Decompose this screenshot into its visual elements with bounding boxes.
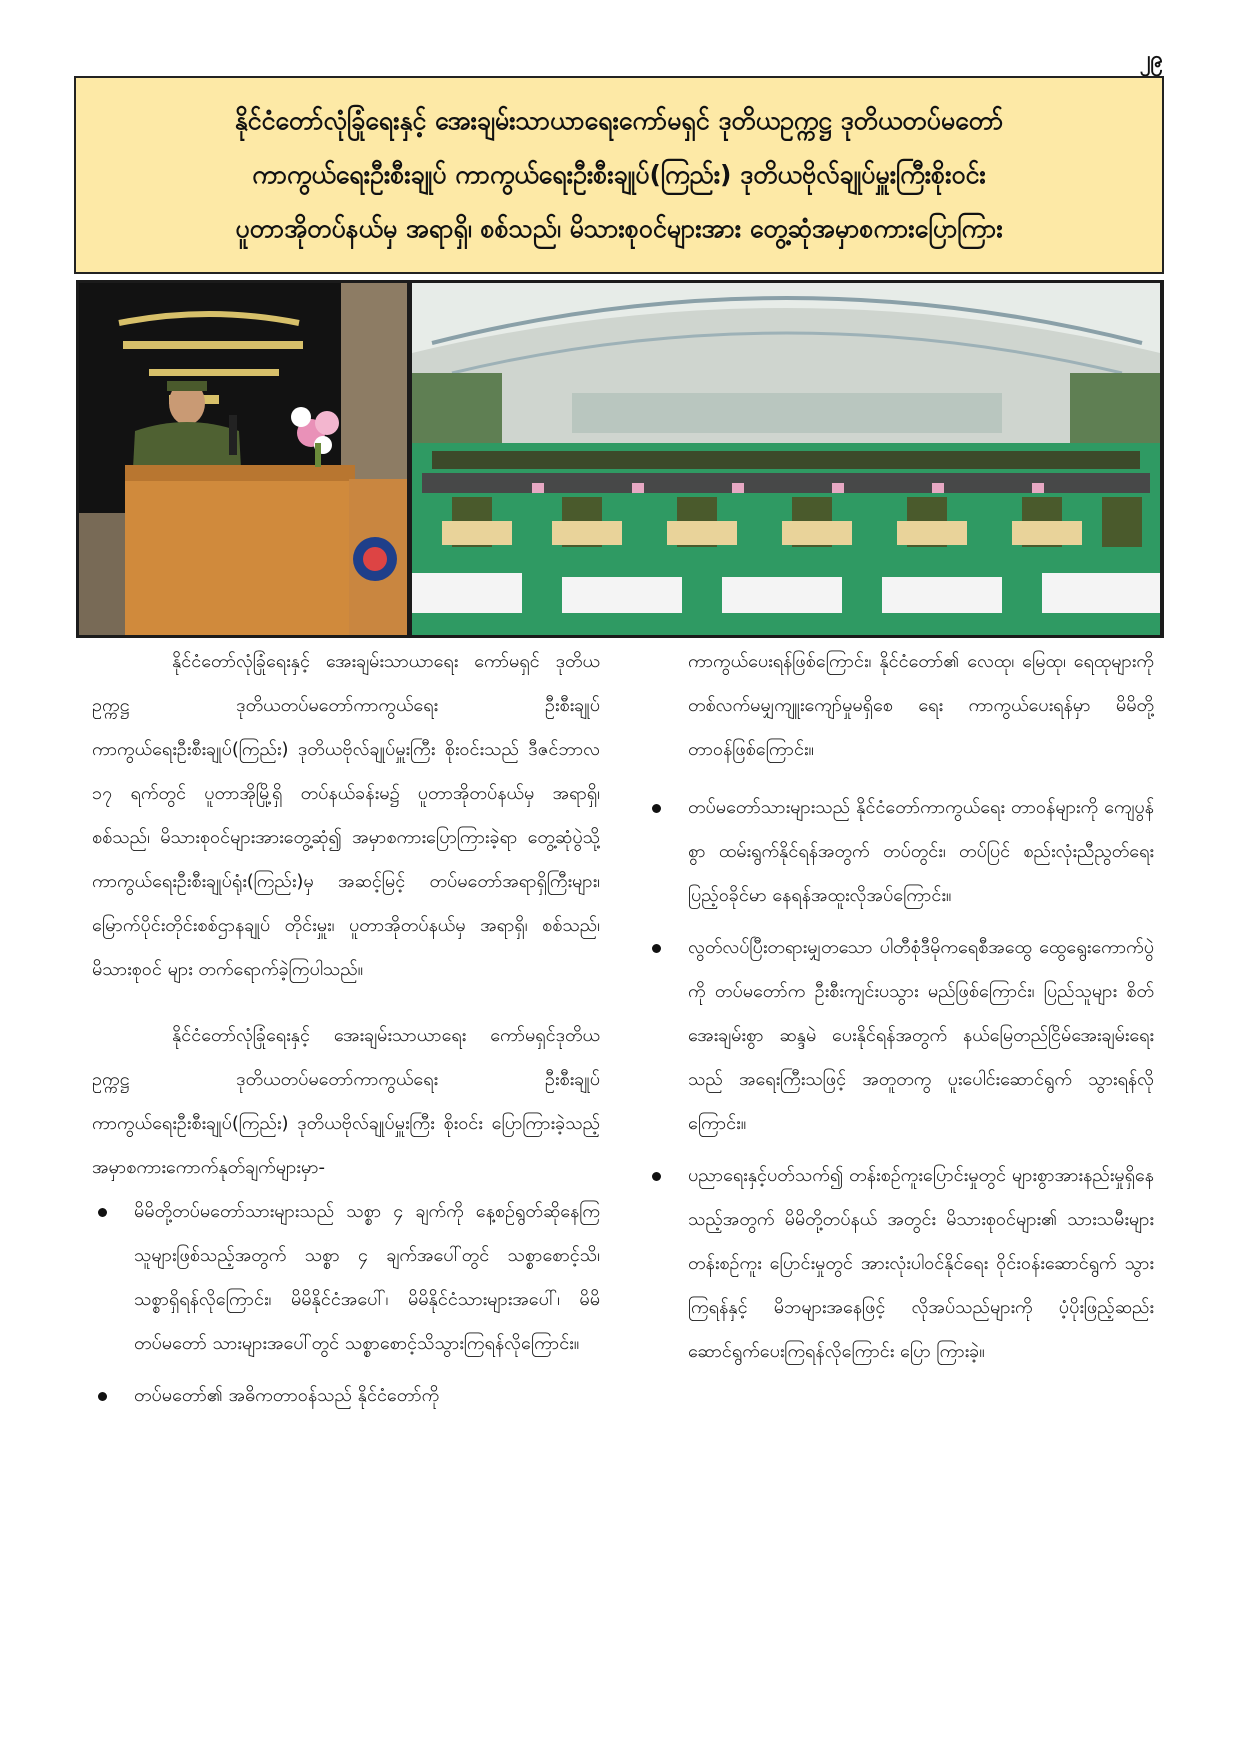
article-body: [92, 640, 1154, 1426]
headline-box: [74, 76, 1164, 274]
speech-intro-paragraph: နိုင်ငံတော်လုံခြုံရေးနှင့် အေးချမ်းသာယာရေး ကော်မရှင်ဒုတိယဥက္ကဋ္ဌ ဒုတိယတပ်မတော်ကာကွယ်ရေး ဦးစီးချုပ် ကာကွယ်ရေးဦးစီးချုပ်(ကြည်း) ဒုတိယဗိုလ်ချုပ်မှူးကြီး စိုးဝင်း ပြောကြားခဲ့သည့် အမှာစကားကောက်နုတ်ချက်များမှာ-: [92, 1025, 600, 1178]
assembly-hall-photo: [412, 283, 1161, 635]
intro-paragraph: နိုင်ငံတော်လုံခြုံရေးနှင့် အေးချမ်းသာယာရေး ကော်မရှင် ဒုတိယဥက္ကဋ္ဌ ဒုတိယတပ်မတော်ကာကွယ်ရေး ဦးစီးချုပ် ကာကွယ်ရေးဦးစီးချုပ်(ကြည်း) ဒုတိယဗိုလ်ချုပ်မှူးကြီး စိုးဝင်းသည် ဒီဇင်ဘာလ ၁၇ ရက်တွင် ပူတာအိုမြို့ရှိ တပ်နယ်ခန်းမ၌ ပူတာအိုတပ်နယ်မှ အရာရှိ၊ စစ်သည်၊ မိသားစုဝင်များအားတွေ့ဆုံ၍ အမှာစကားပြောကြားခဲ့ရာ တွေ့ဆုံပွဲသို့ ကာကွယ်ရေးဦးစီးချုပ်ရုံး(ကြည်း)မှ အဆင့်မြင့် တပ်မတော်အရာရှိကြီးများ၊ မြောက်ပိုင်းတိုင်းစစ်ဌာနချုပ် တိုင်းမှူး၊ ပူတာအိုတပ်နယ်မှ အရာရှိ၊ စစ်သည်၊ မိသားစုဝင် များ တက်ရောက်ခဲ့ကြပါသည်။: [92, 651, 600, 980]
assembly-hall-illustration: [412, 283, 1160, 635]
speaker-photo-illustration: [79, 283, 407, 635]
left-bullet-list: [92, 1190, 600, 1418]
list-item: လွတ်လပ်ပြီးတရားမျှတသော ပါတီစုံဒီမိုကရေစီအထွေ ထွေရွေးကောက်ပွဲကို တပ်မတော်က ဦးစီးကျင်းပသွား မည်ဖြစ်ကြောင်း၊ ပြည်သူများ စိတ်အေးချမ်းစွာ ဆန္ဒမဲ ပေးနိုင်ရန်အတွက် နယ်မြေတည်ငြိမ်အေးချမ်းရေးသည် အရေးကြီးသဖြင့် အတူတကွ ပူးပေါင်းဆောင်ရွက် သွားရန်လိုကြောင်း။: [646, 926, 1154, 1146]
speaker-photo: [79, 283, 407, 635]
list-item: ပညာရေးနှင့်ပတ်သက်၍ တန်းစဉ်ကူးပြောင်းမှုတွင် များစွာအားနည်းမှုရှိနေသည့်အတွက် မိမိတို့တပ်နယ် အတွင်း မိသားစုဝင်များ၏ သားသမီးများ တန်းစဉ်ကူး ပြောင်းမှုတွင် အားလုံးပါဝင်နိုင်ရေး ဝိုင်းဝန်းဆောင်ရွက် သွားကြရန်နှင့် မိဘများအနေဖြင့် လိုအပ်သည်များကို ပံ့ပိုးဖြည့်ဆည်းဆောင်ရွက်ပေးကြရန်လိုကြောင်း ပြော ကြားခဲ့။: [646, 1154, 1154, 1374]
list-item: မိမိတို့တပ်မတော်သားများသည် သစ္စာ ၄ ချက်ကို နေ့စဉ်ရွတ်ဆိုနေကြသူများဖြစ်သည့်အတွက် သစ္စာ ၄ ချက်အပေါ်တွင် သစ္စာစောင့်သိ၊ သစ္စာရှိရန်လိုကြောင်း၊ မိမိနိုင်ငံအပေါ်၊ မိမိနိုင်ငံသားများအပေါ်၊ မိမိတပ်မတော် သားများအပေါ်တွင် သစ္စာစောင့်သိသွားကြရန်လိုကြောင်း။: [92, 1190, 600, 1366]
right-bullet-list: [646, 786, 1154, 1374]
photo-strip: [76, 280, 1164, 638]
right-column: [646, 640, 1154, 1426]
list-item: တပ်မတော်သားများသည် နိုင်ငံတော်ကာကွယ်ရေး တာဝန်များကို ကျေပွန်စွာ ထမ်းရွက်နိုင်ရန်အတွက် တပ်တွင်း၊ တပ်ပြင် စည်းလုံးညီညွတ်ရေး ပြည့်ဝခိုင်မာ နေရန်အထူးလိုအပ်ကြောင်း။: [646, 786, 1154, 918]
headline-line-2: ကာကွယ်ရေးဦးစီးချုပ် ကာကွယ်ရေးဦးစီးချုပ်(ကြည်း) ဒုတိယဗိုလ်ချုပ်မှူးကြီးစိုးဝင်း: [252, 160, 986, 189]
left-column: [92, 640, 600, 1426]
headline-line-3: ပူတာအိုတပ်နယ်မှ အရာရှိ၊ စစ်သည်၊ မိသားစုဝင်များအား တွေ့ဆုံအမှာစကားပြောကြား: [235, 214, 1003, 243]
headline-line-1: နိုင်ငံတော်လုံခြုံရေးနှင့် အေးချမ်းသာယာရေးကော်မရှင် ဒုတိယဥက္ကဋ္ဌ ဒုတိယတပ်မတော်: [234, 106, 1004, 135]
page-number: ၂၉: [1139, 47, 1163, 72]
continuation-paragraph: ကာကွယ်ပေးရန်ဖြစ်ကြောင်း၊ နိုင်ငံတော်၏ လေထု၊ မြေထု၊ ရေထုများကို တစ်လက်မမျှကျူးကျော်မှုမရှိစေ ရေး ကာကွယ်ပေးရန်မှာ မိမိတို့တာဝန်ဖြစ်ကြောင်း။: [688, 651, 1154, 760]
list-item: တပ်မတော်၏ အဓိကတာဝန်သည် နိုင်ငံတော်ကို: [92, 1374, 600, 1418]
